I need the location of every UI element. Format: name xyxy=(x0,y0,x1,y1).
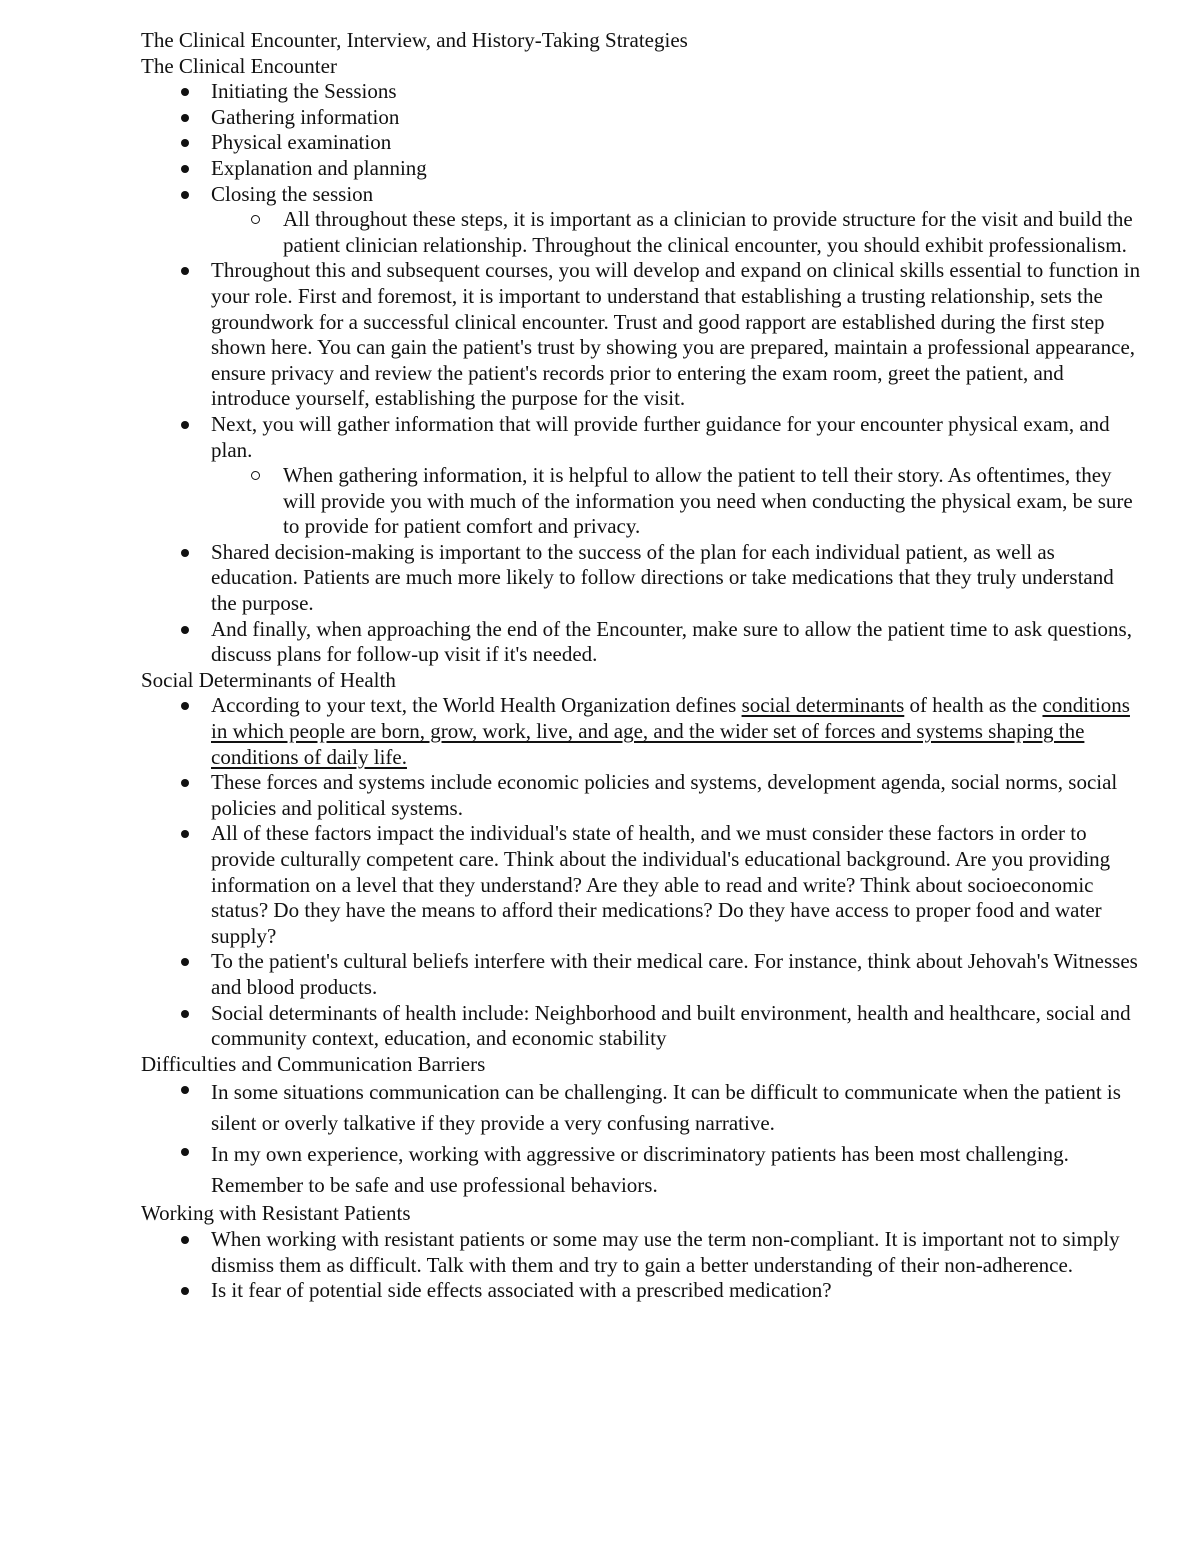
list-item: Physical examination xyxy=(141,130,1141,156)
list-item: Throughout this and subsequent courses, you will develop and expand on clinical skills essential to function in your role. First and foremost, it is important to understand that establishing a trusting relationship, sets the groundwork for a successful clinical encounter. Trust and good rapport are established during the first step shown here. You can gain the patient's trust by showing you are prepared, maintain a professional appearance, ensure privacy and review the patient's records prior to entering the exam room, greet the patient, and introduce yourself, establishing the purpose for the visit. xyxy=(141,258,1141,412)
list-item-who-definition xyxy=(141,693,1141,770)
list-item: Gathering information xyxy=(141,105,1141,131)
section-heading-communication-barriers: Difficulties and Communication Barriers xyxy=(141,1051,486,1076)
list-item-text: Closing the session xyxy=(211,181,374,206)
clinical-encounter-list xyxy=(141,79,1141,668)
list-item: Social determinants of health include: Neighborhood and built environment, health and healthcare, social and community context, education, and economic stability xyxy=(141,1001,1141,1052)
section-heading-clinical-encounter: The Clinical Encounter xyxy=(141,53,337,78)
list-item: Initiating the Sessions xyxy=(141,79,1141,105)
list-item-gather xyxy=(141,412,1141,540)
social-determinants-list xyxy=(141,693,1141,1051)
sublist xyxy=(211,463,1141,540)
sublist-item: All throughout these steps, it is important as a clinician to provide structure for the visit and build the patient clinician relationship. Throughout the clinical encounter, you should exhibit professionalism. xyxy=(141,207,1141,258)
list-item: Shared decision-making is important to the success of the plan for each individual patient, as well as education. Patients are much more likely to follow directions or take medications that they truly understand the purpose. xyxy=(141,540,1141,617)
sublist xyxy=(211,207,1141,258)
sublist-item: When gathering information, it is helpful to allow the patient to tell their story. As oftentimes, they will provide you with much of the information you need when conducting the physical exam, be sure to provide for patient comfort and privacy. xyxy=(141,463,1141,540)
document-page xyxy=(141,28,1141,1304)
list-item: In my own experience, working with aggressive or discriminatory patients has been most challenging. Remember to be safe and use professional behaviors. xyxy=(141,1139,1141,1201)
resistant-patients-list xyxy=(141,1227,1141,1304)
list-item: Is it fear of potential side effects associated with a prescribed medication? xyxy=(141,1278,1141,1304)
underlined-term: social determinants xyxy=(741,693,905,718)
list-item: These forces and systems include economic policies and systems, development agenda, social norms, social policies and political systems. xyxy=(141,770,1141,821)
communication-barriers-list xyxy=(141,1077,1141,1201)
section-heading-social-determinants: Social Determinants of Health xyxy=(141,667,396,692)
definition-middle-text: of health as the xyxy=(904,693,1043,718)
list-item: Explanation and planning xyxy=(141,156,1141,182)
list-item: And finally, when approaching the end of the Encounter, make sure to allow the patient time to ask questions, discuss plans for follow-up visit if it's needed. xyxy=(141,617,1141,668)
list-item-text: Next, you will gather information that will provide further guidance for your encounter physical exam, and plan. xyxy=(211,411,1110,462)
list-item-closing xyxy=(141,182,1141,259)
document-title: The Clinical Encounter, Interview, and History-Taking Strategies xyxy=(141,28,688,52)
list-item: All of these factors impact the individual's state of health, and we must consider these factors in order to provide culturally competent care. Think about the individual's educational background. Are you providing information on a level that they understand? Are they able to read and write? Think about socioeconomic status? Do they have the means to afford their medications? Do they have access to proper food and water supply? xyxy=(141,821,1141,949)
section-heading-resistant-patients: Working with Resistant Patients xyxy=(141,1201,411,1226)
definition-lead-text: According to your text, the World Health Organization defines xyxy=(211,693,742,718)
list-item: In some situations communication can be challenging. It can be difficult to communicate when the patient is silent or overly talkative if they provide a very confusing narrative. xyxy=(141,1077,1141,1139)
list-item: When working with resistant patients or some may use the term non-compliant. It is important not to simply dismiss them as difficult. Talk with them and try to gain a better understanding of their non-adherence. xyxy=(141,1227,1141,1278)
list-item: To the patient's cultural beliefs interfere with their medical care. For instance, think about Jehovah's Witnesses and blood products. xyxy=(141,949,1141,1000)
underlined-definition: conditions in which people are born, grow, work, live, and age, and the wider set of forces and systems shaping the conditions of daily life. xyxy=(211,693,1130,769)
